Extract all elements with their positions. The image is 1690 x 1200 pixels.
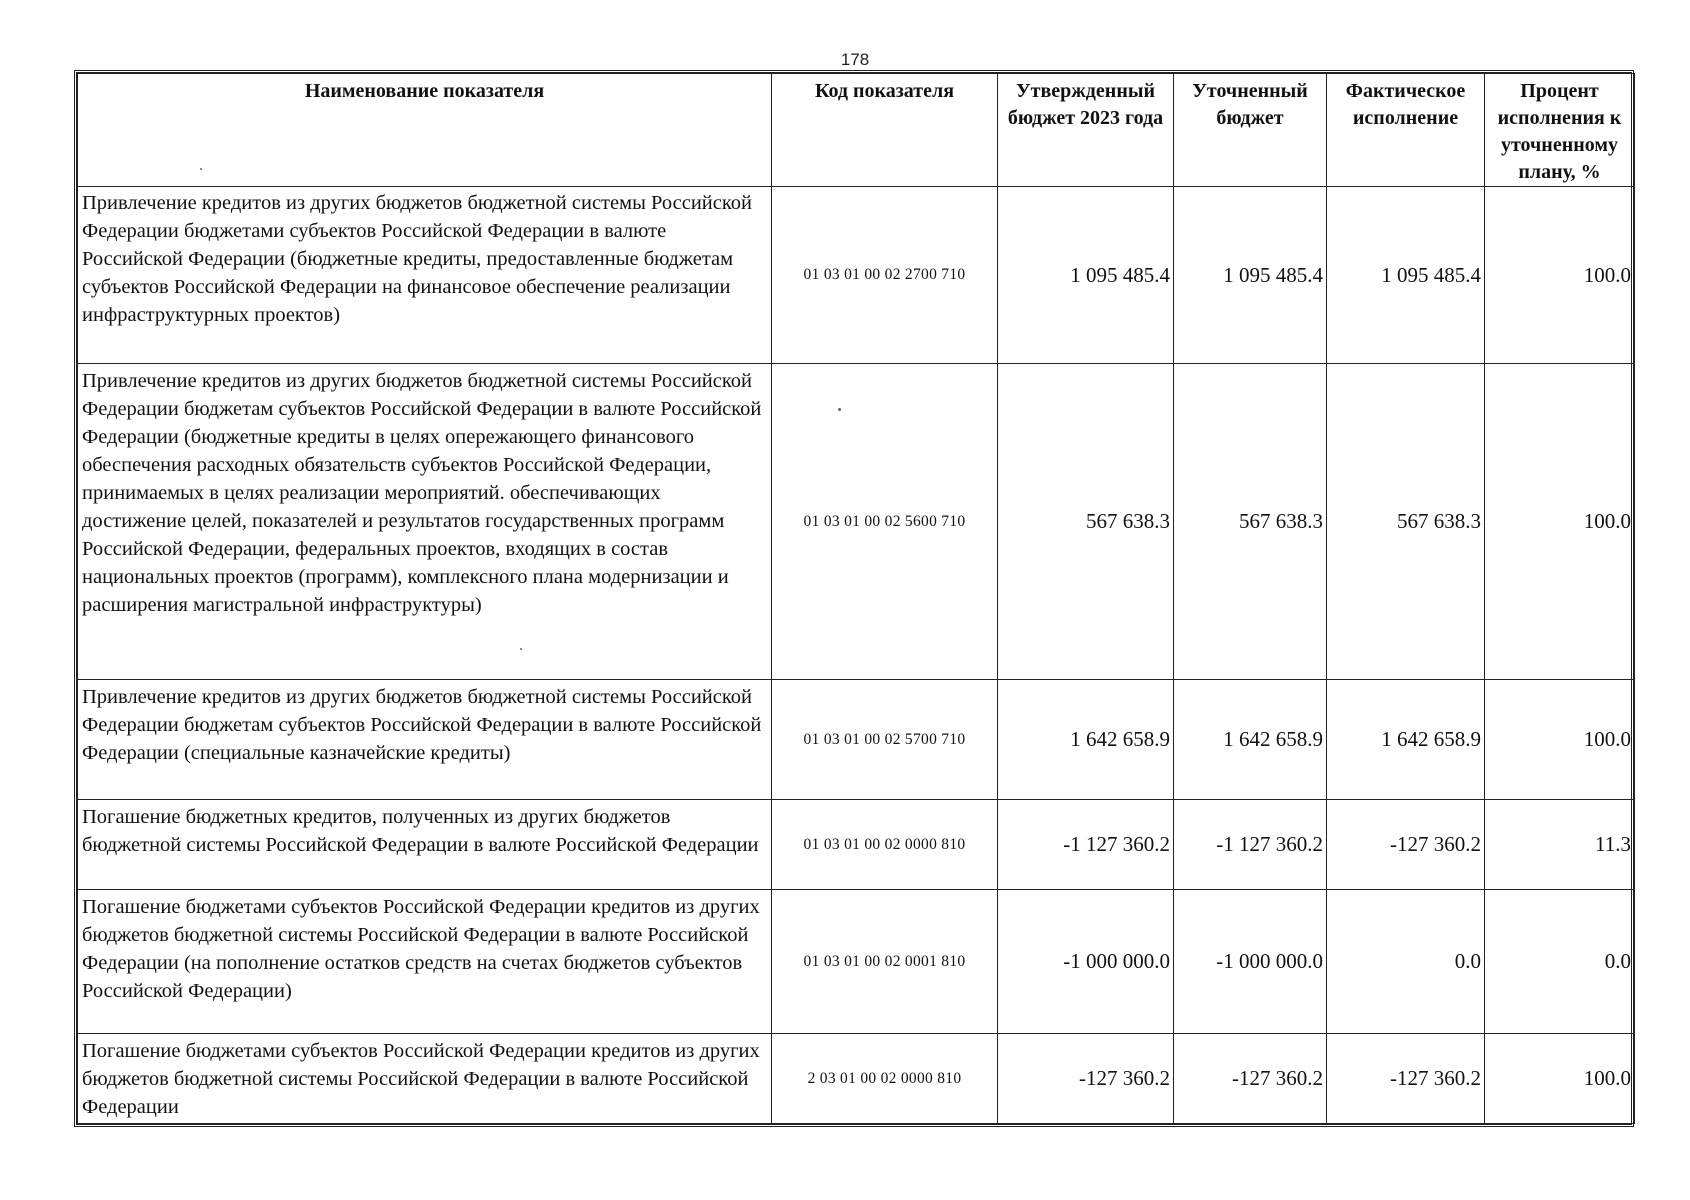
header-adjusted-budget: Уточненный бюджет [1174,74,1327,187]
budget-table [77,73,1635,1124]
table-row [78,680,1635,800]
row-name: Привлечение кредитов из других бюджетов бюджетной системы Российской Федерации бюджетами субъектов Российской Федерации в валюте Российской Федерации (бюджетные кредиты, предоставленные бюджетам субъектов Российской Федерации на финансовое обеспечение реализации инфраструктурных проектов) [78,187,772,364]
row-actual: 567 638.3 [1327,364,1485,680]
header-approved-budget: Утвержденный бюджет 2023 года [998,74,1174,187]
budget-table-frame [74,70,1634,1127]
row-actual: -127 360.2 [1327,1034,1485,1124]
row-approved: 1 642 658.9 [998,680,1174,800]
row-approved: -127 360.2 [998,1034,1174,1124]
scan-speck [838,408,841,411]
row-name: Погашение бюджетных кредитов, полученных из других бюджетов бюджетной системы Российской Федерации в валюте Российской Федерации [78,800,772,890]
table-row [78,364,1635,680]
row-name: Привлечение кредитов из других бюджетов бюджетной системы Российской Федерации бюджетам субъектов Российской Федерации в валюте Российской Федерации (специальные казначейские кредиты) [78,680,772,800]
row-adjusted: -127 360.2 [1174,1034,1327,1124]
row-percent: 100.0 [1485,187,1635,364]
row-code: 01 03 01 00 02 0001 810 [772,890,998,1034]
row-adjusted: -1 000 000.0 [1174,890,1327,1034]
row-code: 01 03 01 00 02 5700 710 [772,680,998,800]
page-number: 178 [840,50,870,69]
table-row [78,1034,1635,1124]
row-code: 01 03 01 00 02 2700 710 [772,187,998,364]
row-code: 2 03 01 00 02 0000 810 [772,1034,998,1124]
row-percent: 100.0 [1485,364,1635,680]
header-actual-execution: Фактическое исполнение [1327,74,1485,187]
row-actual: -127 360.2 [1327,800,1485,890]
row-name: Погашение бюджетами субъектов Российской Федерации кредитов из других бюджетов бюджетной системы Российской Федерации в валюте Российской Федерации (на пополнение остатков средств на счетах бюджетов субъектов Российской Федерации) [78,890,772,1034]
row-name: Привлечение кредитов из других бюджетов бюджетной системы Российской Федерации бюджетам субъектов Российской Федерации в валюте Российской Федерации (бюджетные кредиты в целях опережающего финансового обеспечения расходных обязательств субъектов Российской Федерации, принимаемых в целях реализации мероприятий. обеспечивающих достижение целей, показателей и результатов государственных программ Российской Федерации, федеральных проектов, входящих в состав национальных проектов (программ), комплексного плана модернизации и расширения магистральной инфраструктуры) [78,364,772,680]
row-approved: 1 095 485.4 [998,187,1174,364]
row-approved: 567 638.3 [998,364,1174,680]
table-row [78,187,1635,364]
row-actual: 1 642 658.9 [1327,680,1485,800]
row-actual: 0.0 [1327,890,1485,1034]
header-code: Код показателя [772,74,998,187]
row-actual: 1 095 485.4 [1327,187,1485,364]
row-approved: -1 127 360.2 [998,800,1174,890]
row-name: Погашение бюджетами субъектов Российской Федерации кредитов из других бюджетов бюджетной системы Российской Федерации в валюте Российской Федерации [78,1034,772,1124]
scan-speck [520,648,522,650]
row-percent: 100.0 [1485,680,1635,800]
row-adjusted: 1 642 658.9 [1174,680,1327,800]
row-code: 01 03 01 00 02 5600 710 [772,364,998,680]
row-approved: -1 000 000.0 [998,890,1174,1034]
header-name: Наименование показателя [78,74,772,187]
row-percent: 100.0 [1485,1034,1635,1124]
row-adjusted: 1 095 485.4 [1174,187,1327,364]
table-row [78,800,1635,890]
header-execution-percent: Процент исполнения к уточненному плану, % [1485,74,1635,187]
row-adjusted: 567 638.3 [1174,364,1327,680]
table-row [78,890,1635,1034]
row-code: 01 03 01 00 02 0000 810 [772,800,998,890]
table-header-row [78,74,1635,187]
row-adjusted: -1 127 360.2 [1174,800,1327,890]
scan-speck [200,168,202,170]
row-percent: 0.0 [1485,890,1635,1034]
row-percent: 11.3 [1485,800,1635,890]
